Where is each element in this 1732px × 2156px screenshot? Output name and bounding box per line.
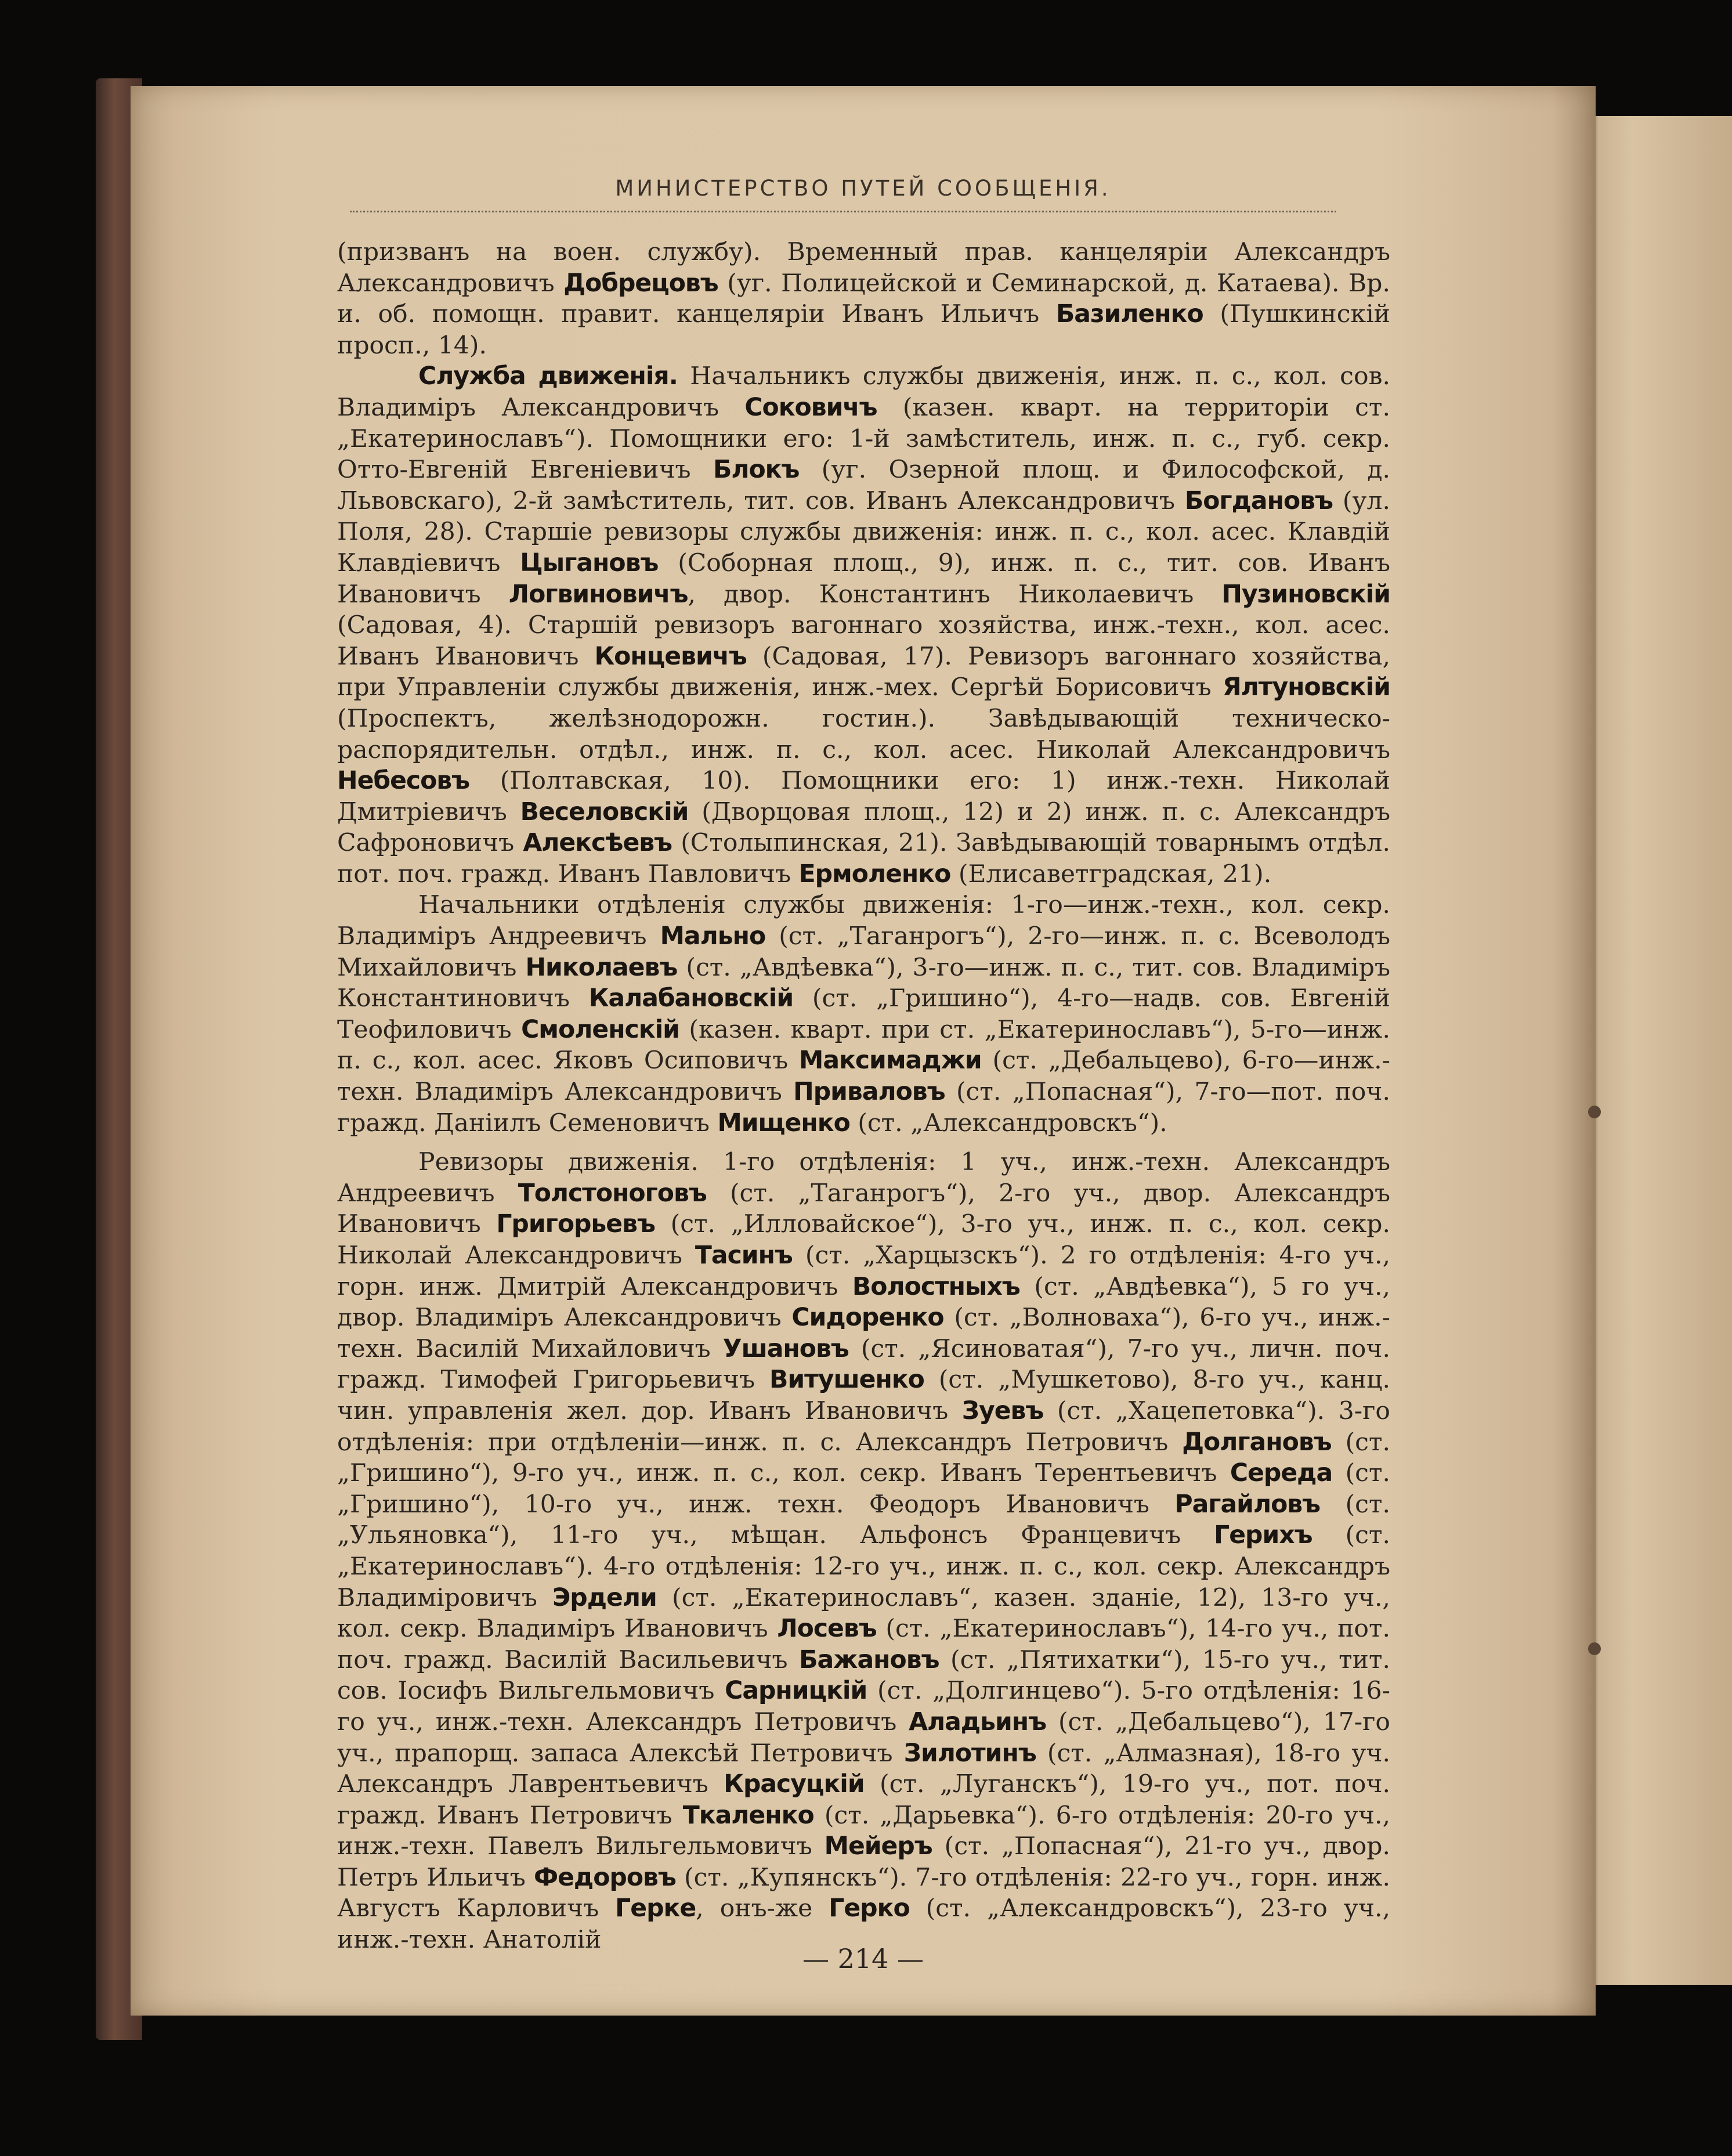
surname: Мально: [660, 922, 766, 951]
running-header: МИНИСТЕРСТВО ПУТЕЙ СООБЩЕНІЯ.: [615, 176, 1111, 201]
surname: Максимаджи: [799, 1046, 982, 1075]
page-number: — 214 —: [802, 1943, 924, 1974]
surname: Лосевъ: [777, 1615, 877, 1644]
surname: Середа: [1230, 1459, 1333, 1488]
surname: Приваловъ: [793, 1078, 945, 1107]
paragraph-division-heads: Начальники отдѣленія службы движенія: 1-го—инж.-техн., кол. секр. Владиміръ Андреевичъ Мально (ст. „Таганрогъ“), 2-го—инж. п. с. Всеволодъ Михайловичъ Николаевъ (ст. „Авдѣевка“), 3-го—инж. п. с., тит. сов. Владиміръ Константиновичъ Калабановскій (ст. „Гришино“), 4-го—надв. сов. Евгеній Теофиловичъ Смоленскій (казен. кварт. при ст. „Екатеринославъ“), 5-го—инж. п. с., кол. асес. Яковъ Осиповичъ Максимаджи (ст. „Дебальцево), 6-го—инж.-техн. Владиміръ Александровичъ Приваловъ (ст. „Попасная“), 7-го—пот. поч. гражд. Даніилъ Семеновичъ Мищенко (ст. „Александровскъ“).: [337, 891, 1391, 1137]
binding-hole: [1588, 1106, 1601, 1118]
surname: Витушенко: [769, 1366, 924, 1395]
surname: Блокъ: [713, 456, 800, 485]
surname: Герихъ: [1214, 1521, 1312, 1550]
adjacent-page-edge: [1590, 116, 1732, 1985]
surname: Логвиновичъ: [508, 580, 688, 609]
paragraph-traffic-service: Служба движенія. Начальникъ службы движенія, инж. п. с., кол. сов. Владиміръ Александровичъ Соковичъ (казен. кварт. на территоріи ст. „Екатеринославъ“). Помощники его: 1-й замѣститель, инж. п. с., губ. секр. Отто-Евгеній Евгеніевичъ Блокъ (уг. Озерной площ. и Философской, д. Львовскаго), 2-й замѣститель, тит. сов. Иванъ Александровичъ Богдановъ (ул. Поля, 28). Старшіе ревизоры службы движенія: инж. п. с., кол. асес. Клавдій Клавдіевичъ Цыгановъ (Соборная площ., 9), инж. п. с., тит. сов. Иванъ Ивановичъ Логвиновичъ, двор. Константинъ Николаевичъ Пузиновскій (Садовая, 4). Старшій ревизоръ вагоннаго хозяйства, инж.-техн., кол. асес. Иванъ Ивановичъ Концевичъ (Садовая, 17). Ревизоръ вагоннаго хозяйства, при Управленіи службы движенія, инж.-мех. Сергѣй Борисовичъ Ялтуновскій (Проспектъ, желѣзнодорожн. гостин.). Завѣдывающій техническо-распорядительн. отдѣл., инж. п. с., кол. асес. Николай Александровичъ Небесовъ (Полтавская, 10). Помощники его: 1) инж.-техн. Николай Дмитріевичъ Веселовскій (Дворцовая площ., 12) и 2) инж. п. с. Александръ Сафроновичъ Алексѣевъ (Столыпинская, 21). Завѣдывающій товарнымъ отдѣл. пот. поч. гражд. Иванъ Павловичъ Ермоленко (Елисаветградская, 21).: [337, 362, 1391, 889]
surname: Алексѣевъ: [523, 829, 672, 858]
surname: Эрдели: [552, 1583, 657, 1612]
paragraph-administration: (призванъ на воен. службу). Временный прав. канцеляріи Александръ Александровичъ Добрецовъ (уг. Полицейской и Семинарской, д. Катаева). Вр. и. об. помощн. правит. канцеляріи Иванъ Ильичъ Базиленко (Пушкинскій просп., 14).: [337, 238, 1391, 360]
surname: Смоленскій: [521, 1015, 679, 1044]
surname: Ермоленко: [798, 859, 951, 889]
surname: Рагайловъ: [1174, 1490, 1321, 1519]
surname: Мищенко: [717, 1108, 850, 1137]
surname: Богдановъ: [1184, 486, 1333, 515]
surname: Сидоренко: [791, 1303, 944, 1332]
surname: Тасинъ: [695, 1241, 793, 1270]
surname: Ткаленко: [682, 1801, 814, 1830]
surname: Зуевъ: [961, 1396, 1044, 1425]
surname: Герке: [615, 1894, 696, 1923]
book-page: [131, 86, 1596, 2016]
surname: Григорьевъ: [496, 1210, 655, 1239]
surname: Толстоноговъ: [518, 1179, 707, 1208]
surname: Веселовскій: [520, 797, 689, 826]
surname: Добрецовъ: [563, 269, 718, 298]
surname: Базиленко: [1055, 300, 1203, 329]
surname: Ялтуновскій: [1222, 673, 1390, 702]
surname: Концевичъ: [594, 642, 747, 671]
surname: Ушановъ: [722, 1334, 849, 1363]
surname: Цыгановъ: [520, 548, 659, 577]
surname: Долгановъ: [1182, 1428, 1332, 1457]
binding-hole: [1588, 1642, 1601, 1655]
surname: Бажановъ: [799, 1645, 939, 1674]
surname: Небесовъ: [337, 767, 470, 796]
surname: Калабановскій: [588, 984, 794, 1013]
surname: Федоровъ: [533, 1863, 676, 1892]
surname: Зилотинъ: [903, 1739, 1036, 1768]
surname: Волостныхъ: [852, 1272, 1020, 1301]
surname: Аладьинъ: [909, 1707, 1047, 1736]
surname: Соковичъ: [744, 393, 877, 422]
surname: Николаевъ: [525, 953, 678, 982]
surname: Пузиновскій: [1221, 580, 1390, 609]
paragraph-traffic-inspectors: Ревизоры движенія. 1-го отдѣленія: 1 уч., инж.-техн. Александръ Андреевичъ Толстоноговъ (ст. „Таганрогъ“), 2-го уч., двор. Александръ Ивановичъ Григорьевъ (ст. „Илловайское“), 3-го уч., инж. п. с., кол. секр. Николай Александровичъ Тасинъ (ст. „Харцызскъ“). 2 го отдѣленія: 4-го уч., горн. инж. Дмитрій Александровичъ Волостныхъ (ст. „Авдѣевка“), 5 го уч., двор. Владиміръ Александровичъ Сидоренко (ст. „Волноваха“), 6-го уч., инж.-техн. Василій Михайловичъ Ушановъ (ст. „Ясиноватая“), 7-го уч., личн. поч. гражд. Тимофей Григорьевичъ Витушенко (ст. „Мушкетово), 8-го уч., канц. чин. управленія жел. дор. Иванъ Ивановичъ Зуевъ (ст. „Хацепетовка“). 3-го отдѣленія: при отдѣленіи—инж. п. с. Александръ Петровичъ Долгановъ (ст. „Гришино“), 9-го уч., инж. п. с., кол. секр. Иванъ Терентьевичъ Середа (ст. „Гришино“), 10-го уч., инж. техн. Феодоръ Ивановичъ Рагайловъ (ст. „Ульяновка“), 11-го уч., мѣщан. Альфонсъ Францевичъ Герихъ (ст. „Екатеринославъ“). 4-го отдѣленія: 12-го уч., инж. п. с., кол. секр. Александръ Владиміровичъ Эрдели (ст. „Екатеринославъ“, казен. зданіе, 12), 13-го уч., кол. секр. Владиміръ Ивановичъ Лосевъ (ст. „Екатеринославъ“), 14-го уч., пот. поч. гражд. Василій Васильевичъ Бажановъ (ст. „Пятихатки“), 15-го уч., тит. сов. Іосифъ Вильгельмовичъ Сарницкій (ст. „Долгинцево“). 5-го отдѣленія: 16-го уч., инж.-техн. Александръ Петровичъ Аладьинъ (ст. „Дебальцево“), 17-го уч., прапорщ. запаса Алексѣй Петровичъ Зилотинъ (ст. „Алмазная), 18-го уч. Александръ Лаврентьевичъ Красуцкій (ст. „Луганскъ“), 19-го уч., пот. поч. гражд. Иванъ Петровичъ Ткаленко (ст. „Дарьевка“). 6-го отдѣленія: 20-го уч., инж.-техн. Павелъ Вильгельмовичъ Мейеръ (ст. „Попасная“), 21-го уч., двор. Петръ Ильичъ Федоровъ (ст. „Купянскъ“). 7-го отдѣленія: 22-го уч., горн. инж. Августъ Карловичъ Герке, онъ-же Герко (ст. „Александровскъ“), 23-го уч., инж.-техн. Анатолій: [337, 1148, 1391, 1955]
page-body: [337, 237, 1390, 1956]
surname: Сарницкій: [725, 1677, 867, 1706]
header-divider: [350, 211, 1336, 212]
surname: Герко: [829, 1894, 910, 1923]
surname: Служба движенія.: [418, 362, 678, 391]
surname: Красуцкій: [724, 1770, 865, 1799]
surname: Мейеръ: [824, 1832, 932, 1861]
